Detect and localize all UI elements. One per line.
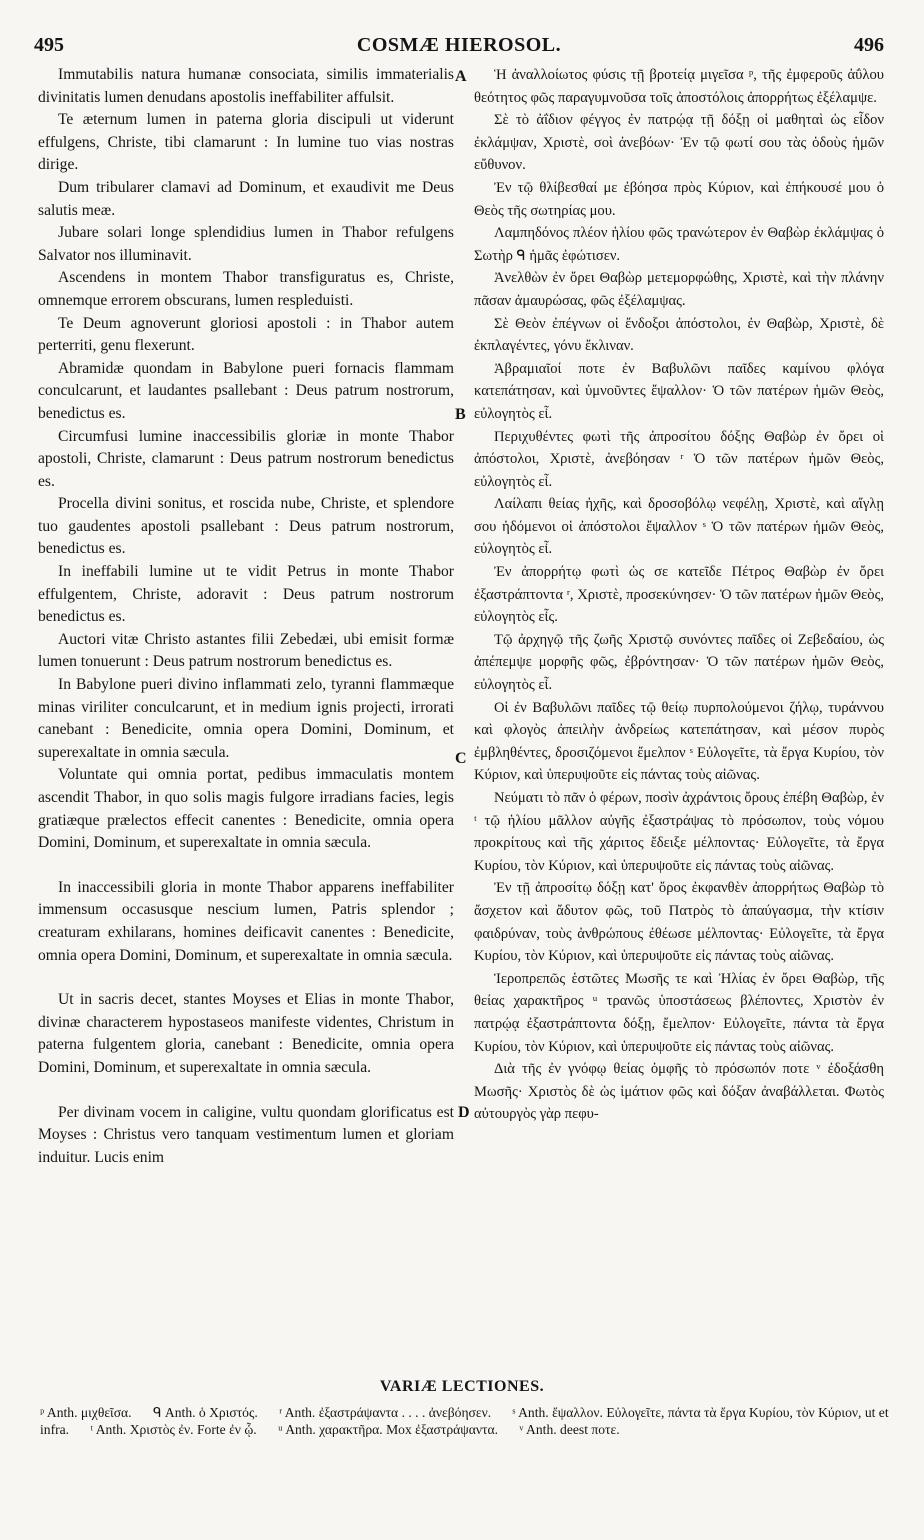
- section-marker-a: A: [455, 68, 467, 85]
- section-marker-d: D: [458, 1104, 470, 1121]
- greek-column: [474, 64, 884, 1126]
- latin-column: [38, 64, 454, 1169]
- greek-paragraph: Σὲ τὸ ἀΐδιον φέγγος ἐν πατρῴᾳ τῇ δόξῃ οἱ μαθηταὶ ὡς εἶδον ἐκλάμψαν, Χριστὲ, σοὶ ἀνεβόων· Ἐν τῷ φωτί σου τὰς ὁδοὺς ἡμῶν εὔθυνον.: [474, 112, 884, 174]
- greek-paragraph: Ἀβραμιαῖοί ποτε ἐν Βαβυλῶνι παῖδες καμίνου φλόγα κατεπάτησαν, καὶ ὑμνοῦντες ἔψαλλον· Ὁ τῶν πατέρων ἡμῶν Θεὸς, εὐλογητὸς εἶ.: [474, 360, 884, 422]
- variant-readings: [40, 1404, 892, 1438]
- variant-note: ᵘ Anth. χαρακτῆρα. Mox ἐξαστράψαντα.: [278, 1422, 498, 1437]
- greek-paragraph: Ἡ ἀναλλοίωτος φύσις τῇ βροτείᾳ μιγεῖσα ᵖ, τῆς ἐμφεροῦς ἀΰλου θεότητος φῶς παραγυμνοῦσα τοῖς ἀποστόλοις ἀπορρήτως ἐξέλαμψε.: [474, 67, 884, 106]
- greek-paragraph: Λαμπηδόνος πλέον ἡλίου φῶς τρανώτερον ἐν Θαβὼρ ἐκλάμψας ὁ Σωτὴρ ᑫ ἡμᾶς ἐφώτισεν.: [474, 225, 884, 264]
- latin-paragraph: Auctori vitæ Christo astantes filii Zebedæi, ubi emisit formæ lumen tonuerunt : Deus patrum nostrorum benedictus es.: [38, 630, 454, 671]
- variant-note: ᑫ Anth. ὁ Χριστός.: [152, 1405, 258, 1420]
- greek-paragraph: Ἀνελθὼν ἐν ὄρει Θαβὼρ μετεμορφώθης, Χριστὲ, καὶ τὴν πλάνην πᾶσαν ἀμαυρώσας, φῶς ἐξέλαμψας.: [474, 270, 884, 309]
- latin-paragraph: Te æternum lumen in paterna gloria discipuli ut viderunt effulgens, Christe, tibi clamarunt : In lumine tuo vias nostras dirige.: [38, 111, 454, 174]
- latin-paragraph: Te Deum agnoverunt gloriosi apostoli : in Thabor autem perterriti, genu flexerunt.: [38, 314, 454, 355]
- greek-paragraph: Διὰ τῆς ἐν γνόφῳ θείας ὀμφῆς τὸ πρόσωπόν ποτε ᵛ ἐδοξάσθη Μωσῆς· Χριστὸς δὲ ὡς ἱμάτιον φῶς καὶ δόξαν ἀναβάλλεται. Φωτὸς αὐτουργὸς γὰρ πεφυ-: [474, 1061, 884, 1123]
- latin-paragraph: Circumfusi lumine inaccessibilis gloriæ in monte Thabor apostoli, Christe, clamarunt : Deus patrum nostrorum benedictus es.: [38, 427, 454, 490]
- variae-lectiones-title: VARIÆ LECTIONES.: [379, 1378, 545, 1395]
- greek-paragraph: Ἐν ἀπορρήτῳ φωτὶ ὡς σε κατεῖδε Πέτρος Θαβὼρ ἐν ὄρει ἐξαστράπτοντα ʳ, Χριστὲ, προσεκύνησεν· Ὁ τῶν πατέρων ἡμῶν Θεὸς, εὐλογητὸς εἶς.: [474, 564, 884, 626]
- latin-paragraph: Procella divini sonitus, et roscida nube, Christe, et splendore tuo gaudentes apostoli psallebant : Deus patrum nostrorum, benedictus es.: [38, 495, 454, 558]
- section-marker-b: B: [455, 406, 466, 423]
- greek-paragraph: Σὲ Θεὸν ἐπέγνων οἱ ἔνδοξοι ἀπόστολοι, ἐν Θαβὼρ, Χριστὲ, δὲ ἐκπλαγέντες, γόνυ ἔκλιναν.: [474, 315, 884, 355]
- greek-paragraph: Τῷ ἀρχηγῷ τῆς ζωῆς Χριστῷ συνόντες παῖδες οἱ Ζεβεδαίου, ὡς ἀπέπεμψε μορφῆς φῶς, ἐβρόντησαν· Ὁ τῶν πατέρων ἡμῶν Θεὸς, εὐλογητὸς εἶ.: [474, 631, 884, 694]
- running-title: COSMÆ HIEROSOL.: [356, 34, 562, 56]
- variant-note: ˢ Anth. ἔψαλλον. Εὐλογεῖτε, πάντα τὰ ἔργα Κυρίου, τὸν Κύριον, ut et infra.: [40, 1405, 889, 1437]
- greek-paragraph: Περιχυθέντες φωτὶ τῆς ἀπροσίτου δόξης Θαβὼρ ἐν ὄρει οἱ ἀπόστολοι, Χριστὲ, ἀνεβόησαν ʳ Ὁ τῶν πατέρων ἡμῶν Θεὸς, εὐλογητὸς εἶ.: [474, 428, 884, 490]
- page-header: [34, 34, 884, 62]
- latin-paragraph: Per divinam vocem in caligine, vultu quondam glorificatus est Moyses : Christus vero tanquam vestimentum lumen et gloriam induitur. Lucis enim: [38, 1103, 454, 1166]
- variant-note: ᵛ Anth. deest ποτε.: [519, 1422, 620, 1437]
- latin-paragraph: In ineffabili lumine ut te vidit Petrus in monte Thabor effulgentem, Christe, adoravit : Deus patrum nostrorum benedictus es.: [38, 563, 454, 626]
- latin-paragraph: Immutabilis natura humanæ consociata, similis immaterialis divinitatis lumen denudans apostolis ineffabiliter affulsit.: [38, 66, 454, 106]
- page-number-left: 495: [34, 34, 64, 56]
- greek-paragraph: Νεύματι τὸ πᾶν ὁ φέρων, ποσὶν ἀχράντοις ὄρους ἐπέβη Θαβὼρ, ἐν ᵗ τῷ ἡλίου μᾶλλον αὐγῆς ἐξαστράψας τὸ πρόσωπον, τοὺς νόμου προκρίτους καὶ τῆς χάριτος ἔδειξε μέλποντας· Εὐλογεῖτε, τὰ ἔργα Κυρίου, τὸν Κύριον, καὶ ὑπερυψοῦτε εἰς πάντας τοὺς αἰῶνας.: [474, 790, 884, 874]
- latin-paragraph: Ascendens in montem Thabor transfiguratus es, Christe, omnemque errorem obscurans, lumen respleduisti.: [38, 269, 454, 309]
- greek-paragraph: Ἱεροπρεπῶς ἑστῶτες Μωσῆς τε καὶ Ἠλίας ἐν ὄρει Θαβὼρ, τῆς θείας χαρακτῆρος ᵘ τρανῶς ὑποστάσεως βλέποντες, Χριστὸν ἐν πατρῴᾳ ἐξαστράπτοντα δόξῃ, ἔμελπον· Εὐλογεῖτε, πάντα τὰ ἔργα Κυρίου, τὸν Κύριον, καὶ ὑπερυψοῦτε εἰς πάντας τοὺς αἰῶνας.: [474, 970, 884, 1055]
- section-marker-c: C: [455, 750, 467, 767]
- latin-paragraph: Dum tribularer clamavi ad Dominum, et exaudivit me Deus salutis meæ.: [38, 178, 454, 219]
- latin-paragraph: Voluntate qui omnia portat, pedibus immaculatis montem ascendit Thabor, in quo solis magis fulgore irradians facies, legis gratiæque prælectos effecit canentes : Benedicite, omnia opera Domini, Dominum, et superexaltate in omnia sæcula.: [38, 766, 454, 852]
- latin-paragraph: In Babylone pueri divino inflammati zelo, tyranni flammæque minas viriliter conculcarunt, et in medium ignis projecti, irrorati canebant : Benedicite, omnia opera Domini, Dominum, et superexaltate in omnia sæcula.: [38, 676, 454, 761]
- latin-paragraph: Jubare solari longe splendidius lumen in Thabor refulgens Salvator nos illuminavit.: [38, 224, 454, 264]
- latin-paragraph: In inaccessibili gloria in monte Thabor apparens ineffabiliter immensum occasusque nescium lumen, Patris splendor ; creaturam exhilarans, homines deificavit canentes : Benedicite, omnia opera Domini, Dominum, et superexaltate in omnia sæcula.: [38, 878, 454, 964]
- latin-paragraph: Abramidæ quondam in Babylone pueri fornacis flammam conculcarunt, et laudantes psallebant : Deus patrum nostrorum, benedictus es.: [38, 359, 454, 422]
- greek-paragraph: Λαίλαπι θείας ἠχῆς, καὶ δροσοβόλῳ νεφέλῃ, Χριστὲ, καὶ αἴγλῃ σου ἡδόμενοι οἱ ἀπόστολοι ἔψαλλον ˢ Ὁ τῶν πατέρων ἡμῶν Θεὸς, εὐλογητὸς εἶ.: [474, 496, 884, 558]
- page-number-right: 496: [854, 34, 884, 56]
- variant-note: ᵗ Anth. Χριστὸς ἐν. Forte ἐν ᾧ.: [90, 1422, 257, 1437]
- latin-paragraph: Ut in sacris decet, stantes Moyses et Elias in monte Thabor, divinæ characterem hypostaseos manifeste videntes, Christum in paterna fulgentem gloria, canebant : Benedicite, omnia opera Domini, Dominum, et superexaltate in omnia sæcula.: [38, 991, 454, 1076]
- variant-note: ᵖ Anth. μιχθεῖσα.: [40, 1405, 132, 1420]
- greek-paragraph: Ἐν τῇ ἀπροσίτῳ δόξῃ κατ' ὄρος ἐκφανθὲν ἀπορρήτως Θαβὼρ τὸ ἄσχετον καὶ ἄδυτον φῶς, τοῦ Πατρὸς τὸ ἀπαύγασμα, τὴν κτίσιν φαιδρύναν, τοὺς ἀνθρώπους ἐθέωσε μέλποντας· Εὐλογεῖτε, τὰ ἔργα Κυρίου, τὸν Κύριον, καὶ ὑπερυψοῦτε εἰς πάντας τοὺς αἰῶνας.: [474, 880, 884, 965]
- greek-paragraph: Ἐν τῷ θλίβεσθαί με ἐβόησα πρὸς Κύριον, καὶ ἐπήκουσέ μου ὁ Θεὸς τῆς σωτηρίας μου.: [474, 179, 884, 219]
- variant-note: ʳ Anth. ἐξαστράψαντα . . . . ἀνεβόησεν.: [279, 1405, 492, 1420]
- greek-paragraph: Οἱ ἐν Βαβυλῶνι παῖδες τῷ θείῳ πυρπολούμενοι ζήλῳ, τυράννου καὶ φλογὸς ἀπειλὴν ἀνδρείως κατεπάτησαν, καὶ μέσον πυρὸς ἐμβληθέντες, δροσιζόμενοι ἔμελπον ˢ Εὐλογεῖτε, τὰ ἔργα Κυρίου, τὸν Κύριον, καὶ ὑπερυψοῦτε εἰς πάντας τοὺς αἰῶνας.: [474, 699, 884, 784]
